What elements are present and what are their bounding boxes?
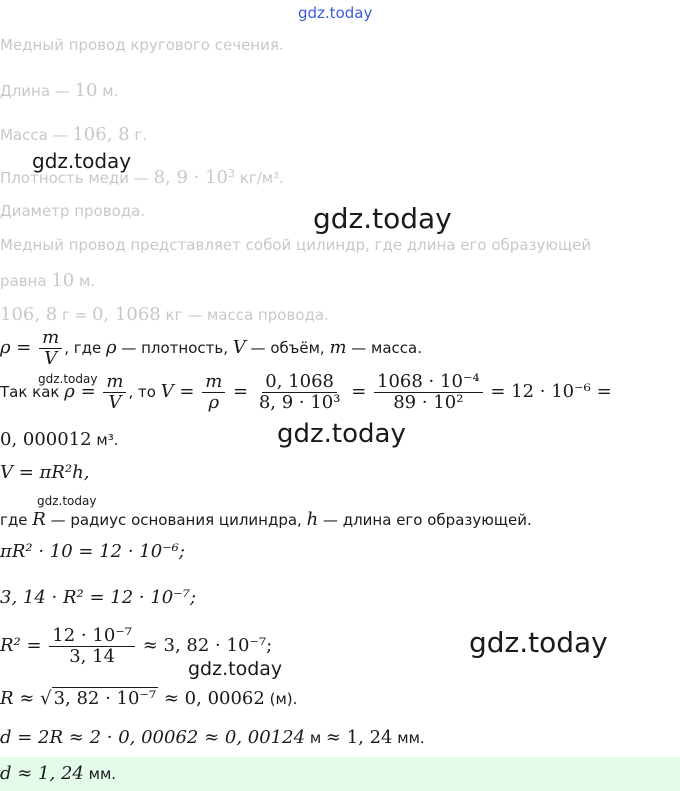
density-definition: ρ = $\frac{m}{V}$ , где ρ — плотность, V — объём, m — масса. — [0, 327, 423, 369]
equation-line: d = 2R ≈ 2 · 0, 00062 ≈ 0, 00124 м ≈ 1, 24 мм. — [0, 727, 425, 748]
given-line: Плотность меди — 8, $9 \cdot 10^3$ кг/м³. — [0, 167, 284, 188]
equation-line: R² = $\frac{\text{12 · 10⁻⁷}}{3, 14}$ ≈ 3, 82 · 10⁻⁷; — [0, 625, 273, 667]
given-line: Медный провод кругового сечения. — [0, 36, 284, 54]
given-line: 106, 8 г = 0, 1068 кг — масса провода. — [0, 304, 329, 325]
answer-line: d ≈ 1, 24 мм. — [0, 763, 117, 784]
watermark: gdz.today — [32, 149, 132, 173]
equation-line: πR² · 10 = 12 · 10⁻⁶; — [0, 541, 185, 562]
watermark: gdz.today — [38, 372, 98, 386]
where-clause: где R — радиус основания цилиндра, h — длина его образующей. — [0, 509, 532, 530]
equation-line: 3, 14 · R² = 12 · 10⁻⁷; — [0, 587, 197, 608]
fraction: $\frac{0, 1068}{\text{8, 9 · 10³}}$ — [258, 371, 341, 413]
square-root: 3, 82 · 10⁻⁷ — [53, 688, 157, 709]
watermark: gdz.today — [469, 626, 608, 659]
watermark: gdz.today — [277, 419, 406, 449]
fraction: $\frac{\text{12 · 10⁻⁷}}{3, 14}$ — [49, 626, 135, 667]
given-line: Длина — 10 м. — [0, 80, 119, 101]
watermark: gdz.today — [298, 4, 373, 22]
fraction: $\frac{m}{V}$ — [103, 372, 126, 413]
watermark: gdz.today — [37, 494, 97, 508]
fraction: $\frac{m}{\rho}$ — [202, 372, 225, 413]
watermark: gdz.today — [313, 202, 452, 235]
given-line: Масса — 106, 8 г. — [0, 124, 148, 145]
volume-equation: Так как ρ = $\frac{m}{V}$ , то V = $\frac{m}{\rho}$ = $\frac{0, 1068}{\text{8, 9 · 10³}}$ = $\frac{\text{1068 · 10⁻⁴}}{\text{89 · 10²}}$ = 12 · 10⁻⁶ = — [0, 371, 612, 413]
fraction: $\frac{m}{V}$ — [39, 328, 62, 369]
volume-value: 0, 000012 м³. — [0, 429, 119, 450]
given-line: Медный провод представляет собой цилиндр, где длина его образующей — [0, 236, 592, 254]
watermark: gdz.today — [188, 658, 283, 680]
cylinder-volume-formula: V = πR²h, — [0, 462, 90, 483]
given-line: равна 10 м. — [0, 270, 96, 291]
given-line: Диаметр провода. — [0, 202, 146, 220]
equation-line: R ≈ √ 3, 82 · 10⁻⁷ ≈ 0, 00062 (м). — [0, 688, 298, 709]
fraction: $\frac{\text{1068 · 10⁻⁴}}{\text{89 · 10²}}$ — [374, 372, 483, 413]
